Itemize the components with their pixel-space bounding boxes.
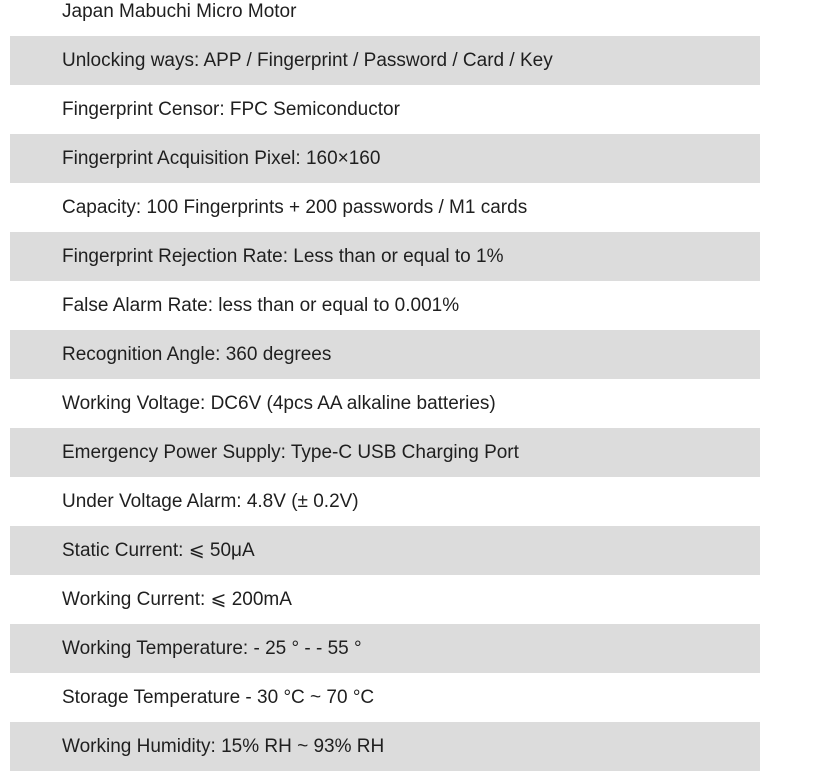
spec-row-storage-temperature: Storage Temperature - 30 °C ~ 70 °C [62, 686, 375, 708]
spec-row-emergency-power: Emergency Power Supply: Type-C USB Charging Port [10, 428, 760, 477]
spec-row-working-current: Working Current: ⩽ 200mA [62, 589, 292, 610]
spec-row-under-voltage-alarm: Under Voltage Alarm: 4.8V (± 0.2V) [62, 490, 359, 512]
spec-row-capacity: Capacity: 100 Fingerprints + 200 passwords / M1 cards [62, 196, 528, 218]
spec-row-false-alarm-rate: False Alarm Rate: less than or equal to 0.001% [62, 294, 460, 316]
spec-row-static-current: Static Current: ⩽ 50μA [10, 526, 760, 575]
spec-row-working-humidity: Working Humidity: 15% RH ~ 93% RH [10, 722, 760, 771]
spec-row-acquisition-pixel: Fingerprint Acquisition Pixel: 160×160 [10, 134, 760, 183]
spec-row-fingerprint-sensor: Fingerprint Censor: FPC Semiconductor [62, 98, 400, 120]
spec-row-recognition-angle: Recognition Angle: 360 degrees [10, 330, 760, 379]
spec-row-working-voltage: Working Voltage: DC6V (4pcs AA alkaline batteries) [62, 392, 496, 414]
spec-row-rejection-rate: Fingerprint Rejection Rate: Less than or equal to 1% [10, 232, 760, 281]
spec-list [10, 0, 760, 771]
spec-row-motor: Japan Mabuchi Micro Motor [62, 0, 297, 22]
spec-row-unlocking-ways: Unlocking ways: APP / Fingerprint / Password / Card / Key [10, 36, 760, 85]
spec-row-working-temperature: Working Temperature: - 25 ° - - 55 ° [10, 624, 760, 673]
